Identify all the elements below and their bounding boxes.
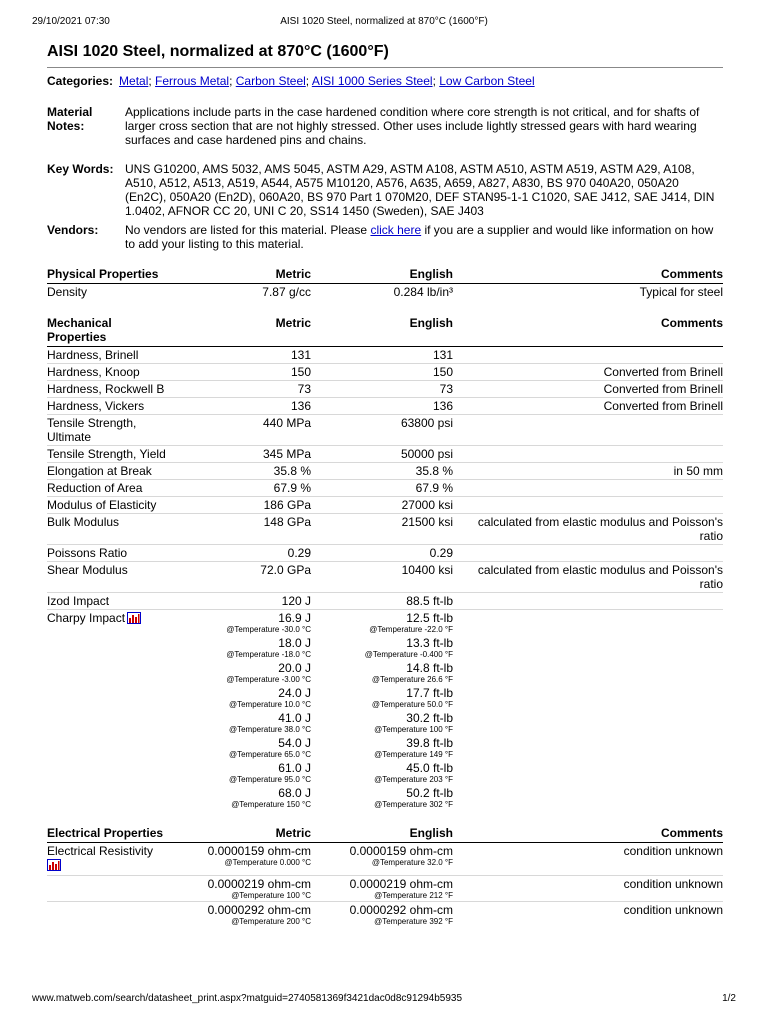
metric-temperature: @Temperature 150 °C: [231, 800, 311, 809]
comment: Converted from Brinell: [453, 398, 723, 415]
metric-value: [167, 843, 311, 876]
metric-value: [167, 785, 311, 810]
categories: Categories: Metal; Ferrous Metal; Carbon Steel; AISI 1000 Series Steel; Low Carbon Steel: [47, 74, 535, 88]
table-row: [47, 685, 723, 710]
comments-column-header: Comments: [453, 265, 723, 284]
comment: condition unknown: [453, 876, 723, 902]
key-words-text: UNS G10200, AMS 5032, AMS 5045, ASTM A29, ASTM A108, ASTM A510, ASTM A519, ASTM A29, A108, A510, A512, A513, A519, A544, A575 M10120, A576, A635, A659, A827, A830, BS 970 040A20, 050A20 (En2C), 050A20 (En2D), 060A20, BS 970 Part 1 070M20, DEF STAN95-1-1 C1020, SAE J412, SAE J414, DIN 1.0402, AFNOR CC 20, UNI C 20, SS14 1450 (Sweden), SAE J403: [125, 162, 715, 218]
metric-temperature: @Temperature 10.0 °C: [228, 700, 311, 709]
table-row: [47, 446, 723, 463]
english-temperature: @Temperature 100 °F: [374, 725, 453, 734]
key-words-label: Key Words:: [47, 162, 114, 176]
mechanical-properties-heading: Mechanical Properties: [47, 314, 167, 347]
property-name: Izod Impact: [47, 593, 167, 610]
table-row: [47, 284, 723, 301]
property-name: [47, 610, 167, 636]
comment: calculated from elastic modulus and Poisson's ratio: [453, 514, 723, 545]
english-value: [311, 635, 453, 660]
table-row: [47, 876, 723, 902]
metric-temperature: @Temperature 200 °C: [231, 917, 311, 926]
property-name: Hardness, Brinell: [47, 348, 139, 362]
electrical-resistivity-label: Electrical Resistivity: [47, 844, 154, 858]
property-name: Poissons Ratio: [47, 545, 167, 562]
english-temperature: @Temperature 149 °F: [374, 750, 453, 759]
property-name: Elongation at Break: [47, 463, 167, 480]
table-row: [47, 415, 723, 446]
metric-temperature: @Temperature -3.00 °C: [226, 675, 311, 684]
metric-value: 72.0 GPa: [167, 562, 311, 593]
metric-value: [167, 635, 311, 660]
english-number: 50.2 ft-lb: [406, 786, 453, 800]
charpy-label: Charpy Impact: [47, 611, 126, 625]
comment: in 50 mm: [453, 463, 723, 480]
metric-column-header: Metric: [167, 824, 311, 843]
metric-temperature: @Temperature 65.0 °C: [228, 750, 311, 759]
metric-value: 345 MPa: [167, 446, 311, 463]
metric-value: 136: [167, 398, 311, 415]
property-name: Bulk Modulus: [47, 514, 167, 545]
english-value: [311, 902, 453, 928]
metric-value: 131: [290, 348, 311, 362]
comment: condition unknown: [623, 844, 723, 858]
table-row: [47, 480, 723, 497]
metric-temperature: @Temperature 0.000 °C: [224, 858, 311, 867]
english-temperature: @Temperature 392 °F: [374, 917, 453, 926]
metric-value: [167, 735, 311, 760]
vendors-text-after: if you are a supplier and would like information on how to add your listing to this material.: [125, 223, 714, 251]
english-temperature: @Temperature 50.0 °F: [371, 700, 453, 709]
print-url: www.matweb.com/search/datasheet_print.aspx?matguid=2740581369f3421dac0d8c91294b5935: [32, 993, 463, 1004]
comment: [453, 415, 723, 446]
print-date: 29/10/2021 07:30: [32, 16, 110, 27]
electrical-properties-table: [47, 824, 723, 927]
categories-label: Categories:: [47, 74, 114, 88]
table-row: [47, 735, 723, 760]
metric-number: 18.0 J: [278, 636, 311, 650]
comment: Converted from Brinell: [453, 364, 723, 381]
english-column-header: English: [311, 314, 453, 347]
english-value: 88.5 ft-lb: [311, 593, 453, 610]
comments-column-header: Comments: [453, 314, 723, 347]
vendor-click-here-link[interactable]: click here: [370, 223, 422, 237]
table-row: [47, 902, 723, 928]
comment: [453, 480, 723, 497]
english-column-header: English: [311, 824, 453, 843]
table-row: [47, 843, 723, 876]
metric-value: 7.87 g/cc: [262, 285, 311, 299]
english-value: 63800 psi: [311, 415, 453, 446]
table-row: [47, 760, 723, 785]
english-value: 73: [311, 381, 453, 398]
physical-properties-heading: Physical Properties: [47, 265, 167, 284]
comment: [453, 610, 723, 636]
mechanical-properties-table: [47, 314, 723, 810]
category-link-aisi-1000-series[interactable]: AISI 1000 Series Steel: [311, 74, 433, 88]
comment: condition unknown: [453, 902, 723, 928]
english-value: 150: [311, 364, 453, 381]
english-temperature: @Temperature 302 °F: [374, 800, 453, 809]
vendors: [47, 223, 723, 251]
property-name: Reduction of Area: [47, 480, 167, 497]
metric-value: 186 GPa: [167, 497, 311, 514]
metric-column-header: Metric: [167, 265, 311, 284]
metric-number: 0.0000219 ohm-cm: [207, 877, 311, 891]
metric-number: 0.0000159 ohm-cm: [207, 844, 311, 858]
english-value: 136: [311, 398, 453, 415]
english-value: [311, 610, 453, 636]
bar-chart-icon[interactable]: [127, 612, 141, 627]
category-link-low-carbon-steel[interactable]: Low Carbon Steel: [439, 74, 535, 88]
english-value: 50000 psi: [311, 446, 453, 463]
metric-value: 148 GPa: [167, 514, 311, 545]
english-value: 0.284 lb/in³: [393, 285, 453, 299]
datasheet: [47, 42, 723, 927]
english-number: 12.5 ft-lb: [406, 611, 453, 625]
english-number: 30.2 ft-lb: [406, 711, 453, 725]
english-temperature: @Temperature 32.0 °F: [371, 858, 453, 867]
electrical-properties-heading: Electrical Properties: [47, 824, 167, 843]
property-name: Tensile Strength, Ultimate: [47, 415, 167, 446]
english-number: 13.3 ft-lb: [406, 636, 453, 650]
table-row: [47, 635, 723, 660]
table-row: [47, 562, 723, 593]
english-value: 10400 ksi: [311, 562, 453, 593]
metric-value: 73: [167, 381, 311, 398]
comment: [453, 497, 723, 514]
page-title: AISI 1020 Steel, normalized at 870°C (1600°F): [47, 43, 389, 60]
property-name: Density: [47, 285, 88, 299]
english-value: [311, 660, 453, 685]
metric-value: [167, 876, 311, 902]
english-value: [311, 843, 453, 876]
table-row: [47, 545, 723, 562]
comment: Converted from Brinell: [453, 381, 723, 398]
english-number: 14.8 ft-lb: [406, 661, 453, 675]
english-value: [311, 735, 453, 760]
comment: calculated from elastic modulus and Poisson's ratio: [453, 562, 723, 593]
metric-value: [167, 660, 311, 685]
metric-value: [167, 760, 311, 785]
table-row: [47, 381, 723, 398]
metric-number: 61.0 J: [278, 761, 311, 775]
property-name: [47, 843, 167, 876]
property-name: Tensile Strength, Yield: [47, 447, 166, 461]
metric-number: 20.0 J: [278, 661, 311, 675]
english-column-header: English: [311, 265, 453, 284]
english-number: 45.0 ft-lb: [406, 761, 453, 775]
english-value: 35.8 %: [311, 463, 453, 480]
english-value: 27000 ksi: [311, 497, 453, 514]
metric-value: 67.9 %: [167, 480, 311, 497]
metric-value: [167, 685, 311, 710]
property-name: Modulus of Elasticity: [47, 497, 167, 514]
vendors-text: [125, 223, 723, 251]
bar-chart-icon[interactable]: [47, 859, 61, 874]
metric-number: 41.0 J: [278, 711, 311, 725]
comment: [453, 446, 723, 463]
metric-number: 54.0 J: [278, 736, 311, 750]
metric-number: 0.0000292 ohm-cm: [207, 903, 311, 917]
key-words: [47, 162, 723, 218]
material-notes: [47, 105, 723, 147]
table-row: [47, 593, 723, 610]
metric-number: 68.0 J: [278, 786, 311, 800]
metric-number: 24.0 J: [278, 686, 311, 700]
metric-value: 150: [167, 364, 311, 381]
table-row: [47, 660, 723, 685]
english-value: [311, 685, 453, 710]
english-number: 39.8 ft-lb: [406, 736, 453, 750]
metric-value: [167, 610, 311, 636]
metric-value: 120 J: [167, 593, 311, 610]
english-number: 0.0000292 ohm-cm: [349, 903, 453, 917]
category-link-ferrous-metal[interactable]: Ferrous Metal: [155, 74, 230, 88]
comment: [453, 347, 723, 364]
english-value: [311, 760, 453, 785]
table-row: [47, 610, 723, 636]
page-number: 1/2: [722, 993, 736, 1004]
metric-column-header: Metric: [167, 314, 311, 347]
table-row: [47, 347, 723, 364]
property-name: Hardness, Knoop: [47, 364, 167, 381]
metric-number: 16.9 J: [278, 611, 311, 625]
category-link-carbon-steel[interactable]: Carbon Steel: [235, 74, 306, 88]
title-divider: [47, 67, 723, 68]
english-temperature: @Temperature 203 °F: [374, 775, 453, 784]
english-value: [311, 710, 453, 735]
english-value: 0.29: [311, 545, 453, 562]
english-temperature: @Temperature -22.0 °F: [369, 625, 453, 634]
english-value: 21500 ksi: [311, 514, 453, 545]
metric-value: 0.29: [167, 545, 311, 562]
metric-temperature: @Temperature 100 °C: [231, 891, 311, 900]
english-number: 0.0000159 ohm-cm: [349, 844, 453, 858]
property-name: Hardness, Vickers: [47, 398, 167, 415]
table-row: [47, 497, 723, 514]
english-temperature: @Temperature -0.400 °F: [364, 650, 453, 659]
table-row: [47, 463, 723, 480]
comment: [453, 545, 723, 562]
table-row: [47, 514, 723, 545]
metric-temperature: @Temperature -30.0 °C: [226, 625, 311, 634]
english-number: 0.0000219 ohm-cm: [349, 877, 453, 891]
metric-value: [167, 902, 311, 928]
english-value: [311, 876, 453, 902]
category-link-metal[interactable]: Metal: [119, 74, 149, 88]
metric-temperature: @Temperature 95.0 °C: [228, 775, 311, 784]
metric-value: [167, 710, 311, 735]
english-temperature: @Temperature 26.6 °F: [371, 675, 453, 684]
property-name: Shear Modulus: [47, 562, 167, 593]
comment: Typical for steel: [639, 285, 723, 299]
material-notes-text: Applications include parts in the case hardened condition where core strength is not critical, and for shafts of larger cross section that are not highly stressed. Other uses include lightly stressed gears with hard wearing surfaces and case hardened pins and chains.: [125, 105, 700, 147]
english-value: [311, 785, 453, 810]
physical-properties-table: [47, 265, 723, 300]
metric-temperature: @Temperature 38.0 °C: [228, 725, 311, 734]
table-row: [47, 785, 723, 810]
english-value: 131: [432, 348, 453, 362]
table-row: [47, 398, 723, 415]
material-notes-label: Material Notes:: [47, 105, 93, 133]
english-value: 67.9 %: [311, 480, 453, 497]
english-temperature: @Temperature 212 °F: [374, 891, 453, 900]
comment: [453, 593, 723, 610]
vendors-label: Vendors:: [47, 223, 99, 237]
table-row: [47, 710, 723, 735]
print-title: AISI 1020 Steel, normalized at 870°C (1600°F): [280, 16, 488, 27]
metric-value: 440 MPa: [167, 415, 311, 446]
metric-value: 35.8 %: [167, 463, 311, 480]
table-row: [47, 364, 723, 381]
property-name: Hardness, Rockwell B: [47, 381, 167, 398]
metric-temperature: @Temperature -18.0 °C: [226, 650, 311, 659]
comments-column-header: Comments: [453, 824, 723, 843]
print-header: [32, 16, 736, 30]
vendors-text-before: No vendors are listed for this material. Please: [125, 223, 371, 237]
print-footer: [32, 993, 736, 1007]
english-number: 17.7 ft-lb: [406, 686, 453, 700]
